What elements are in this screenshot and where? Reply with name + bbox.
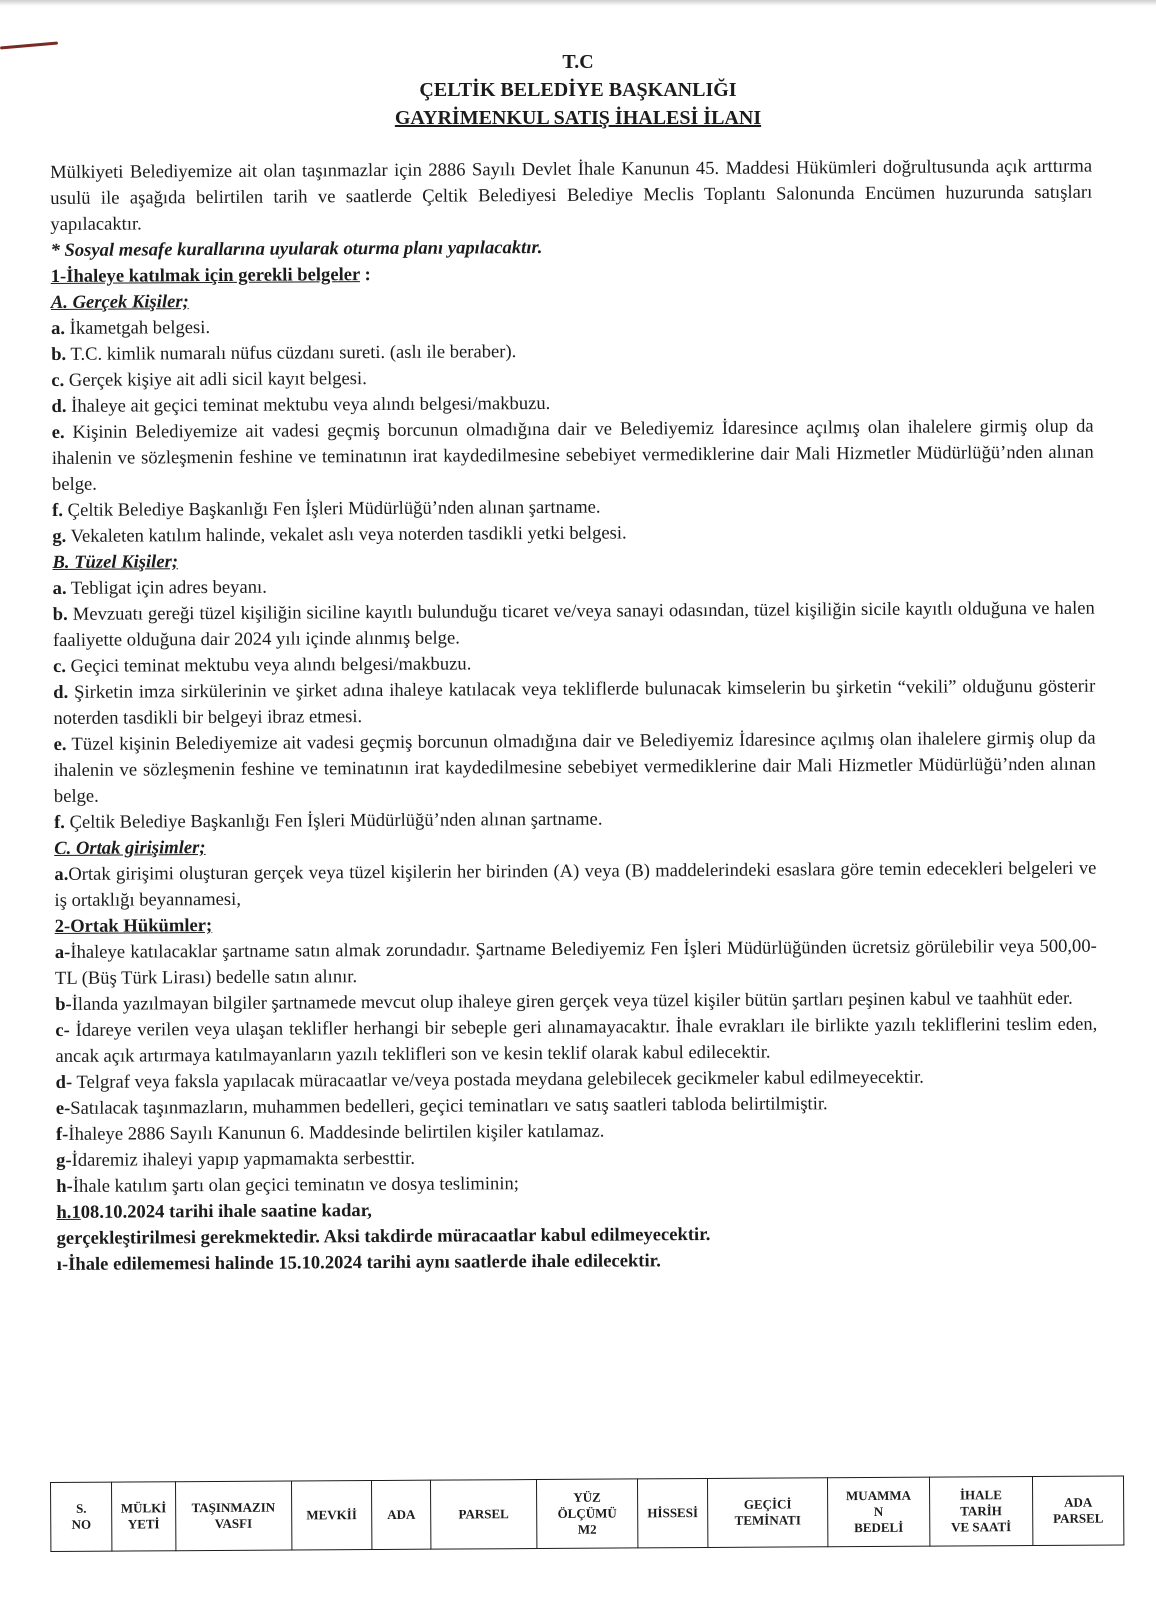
col-header-estimated-value: MUAMMA N BEDELİ [828, 1477, 930, 1547]
item-text: Mevzuatı gereği tüzel kişiliğin siciline kayıtlı bulunduğu ticaret ve/veya sanayi odasından, tüzel kişiliğin sicile kayıtlı olduğuna ve halen faaliyette olduğuna dair 2024 yılı içinde alınmış belge. [52, 597, 1095, 651]
item-label: e. [51, 421, 65, 443]
social-distance-note: * Sosyal mesafe kurallarına uyularak oturma planı yapılacaktır. [50, 236, 543, 261]
col-header-parcel: PARSEL [431, 1480, 537, 1550]
item-label: a. [54, 863, 69, 885]
group-a-item [52, 414, 1094, 498]
item-text: İdareye verilen veya ulaşan teklifler herhangi bir sebeple geri alınamayacaktır. İhale evrakları ile birlikte yazılı tekliflerini teslim eden, ancak açık artırmaya katılmayanların yazılı teklifleri son ve kesin teklif olarak kabul edilecektir. [55, 1013, 1098, 1067]
document-body [50, 154, 1099, 1278]
section2-item [55, 934, 1097, 992]
item-label: g. [52, 525, 67, 547]
item-text: İdaremiz ihaleyi yapıp yapmamakta serbesttir. [71, 1147, 416, 1171]
item-label: e. [53, 733, 67, 755]
item-text: Gerçek kişiye ait adli sicil kayıt belgesi. [64, 368, 367, 391]
item-text: Geçici teminat mektubu veya alındı belgesi/makbuzu. [65, 653, 472, 677]
col-header-deposit: GEÇİCİ TEMİNATI [707, 1478, 828, 1548]
item-label: c. [51, 369, 65, 391]
item-label: e- [55, 1097, 71, 1119]
item-text: Çeltik Belediye Başkanlığı Fen İşleri Müdürlüğü’nden alınan şartname. [62, 496, 601, 521]
intro-paragraph: Mülkiyeti Belediyemize ait olan taşınmazlar için 2886 Sayılı Devlet İhale Kanunun 45. Maddesi Hükümleri doğrultusunda açık arttırma usulü ile aşağıda belirtilen tarih ve saatlerde Çeltik Belediyesi Belediye Meclis Toplantı Salonunda Encümen huzurunda satışları yapılacaktır. [50, 155, 1093, 235]
section2-title: 2-Ortak Hükümler; [54, 915, 213, 937]
item-text: İhaleye katılacaklar şartname satın almak zorundadır. Şartname Belediyemiz Fen İşleri Müdürlüğünden ücretsiz görülebilir veya 500,00-TL (Büş Türk Lirası) bedelle satın alınır. [54, 935, 1097, 989]
section1-title: 1-İhaleye katılmak için gerekli belgeler [50, 264, 360, 287]
item-text: Satılacak taşınmazların, muhammen bedelleri, geçici teminatları ve satış saatleri tabloda belirtilmiştir. [70, 1093, 828, 1119]
col-header-property-type: TAŞINMAZIN VASFI [175, 1481, 292, 1551]
item-label: c- [55, 1019, 70, 1041]
deadline-prefix: h.1 [56, 1201, 81, 1223]
item-text: T.C. kimlik numaralı nüfus cüzdanı sureti. (aslı ile beraber). [66, 341, 517, 365]
item-label: h- [56, 1175, 73, 1197]
item-text: Kişinin Belediyemize ait vadesi geçmiş borcunun olmadığına dair ve Belediyemiz İdaresince açılmış olan ihalelere girmiş olup da ihalenin ve sözleşmenin feshine ve teminatının irat kaydedilmesine sebebiyet vermediklerine dair Mali Hizmetler Müdürlüğü’nden alınan belge. [51, 415, 1094, 495]
header-tc: T.C [562, 51, 594, 73]
col-header-location: MEVKİİ [291, 1481, 372, 1550]
item-label: a- [54, 941, 71, 963]
section2-item [55, 1012, 1097, 1070]
item-text: Tebligat için adres beyanı. [66, 576, 267, 599]
col-header-block-parcel: ADA PARSEL [1033, 1476, 1124, 1546]
group-b-item [53, 674, 1095, 732]
retender-line: ı-İhale edilememesi halinde 15.10.2024 tarihi aynı saatlerde ihale edilecektir. [56, 1250, 661, 1275]
item-text: İlanda yazılmayan bilgiler şartnamede mevcut olup ihaleye giren gerçek veya tüzel kişiler bütün şartları peşinen kabul ve taahhüt eder. [71, 987, 1073, 1015]
item-label: d- [55, 1071, 73, 1093]
group-c-title: C. Ortak girişimler; [54, 837, 206, 859]
col-header-area: YÜZ ÖLÇÜMÜ M2 [536, 1479, 638, 1549]
item-text: İkametgah belgesi. [64, 317, 211, 339]
col-header-sno: S. NO [51, 1482, 113, 1551]
col-header-share: HİSSESİ [638, 1478, 708, 1547]
item-text: Telgraf veya faksla yapılacak müracaatlar ve/veya postada meydana gelebilecek gecikmeler kabul edilmeyecektir. [72, 1066, 924, 1093]
item-label: d. [53, 681, 69, 703]
item-text: Tüzel kişinin Belediyemize ait vadesi geçmiş borcunun olmadığına dair ve Belediyemiz İdaresince açılmış olan ihalelere girmiş olup da ihalenin ve sözleşmenin feshine ve teminatının irat kaydedilmesine sebebiyet vermediklerine dair Mali Hizmetler Müdürlüğü’nden alınan belge. [53, 727, 1096, 807]
col-header-ownership: MÜLKİ YETİ [112, 1482, 176, 1551]
item-label: g- [56, 1149, 72, 1171]
item-label: f- [55, 1123, 69, 1145]
item-label: c. [53, 655, 67, 677]
col-header-tender-date: İHALE TARİH VE SAATİ [929, 1476, 1033, 1546]
group-c-item [54, 856, 1096, 914]
item-text: Ortak girişimi oluşturan gerçek veya tüzel kişilerin her birinden (A) veya (B) maddelerindeki esaslara göre temin edecekleri belgeleri ve iş ortaklığı beyannamesi, [54, 857, 1097, 911]
table-header-row [51, 1476, 1124, 1552]
col-header-block: ADA [372, 1480, 432, 1549]
item-label: f. [53, 811, 65, 833]
item-label: f. [52, 499, 64, 521]
section1-colon: : [359, 264, 371, 286]
requirement-line: gerçekleştirilmesi gerekmektedir. Aksi takdirde müracaatlar kabul edilmeyecektir. [56, 1223, 711, 1249]
item-label: b. [51, 343, 67, 365]
group-a-title: A. Gerçek Kişiler; [50, 291, 189, 313]
group-b-title: B. Tüzel Kişiler; [52, 551, 179, 573]
item-text: Çeltik Belediye Başkanlığı Fen İşleri Müdürlüğü’nden alınan şartname. [64, 808, 603, 833]
item-text: İhaleye 2886 Sayılı Kanunun 6. Maddesinde belirtilen kişiler katılamaz. [68, 1120, 605, 1145]
item-label: d. [51, 395, 67, 417]
header-title: GAYRİMENKUL SATIŞ İHALESİ İLANI [394, 107, 762, 129]
property-table [50, 1475, 1124, 1552]
item-text: İhale katılım şartı olan geçici teminatın ve dosya tesliminin; [72, 1173, 520, 1197]
item-label: b. [52, 603, 68, 625]
item-text: İhaleye ait geçici teminat mektubu veya alındı belgesi/makbuzu. [66, 392, 551, 417]
item-label: a. [52, 577, 67, 599]
group-b-item [53, 726, 1095, 810]
item-text: Vekaleten katılım halinde, vekalet aslı veya noterden tasdikli yetki belgesi. [66, 522, 627, 547]
item-label: b- [55, 993, 72, 1015]
group-b-item [53, 596, 1095, 654]
document-header [0, 48, 1156, 132]
item-text: Şirketin imza sirkülerinin ve şirket adına ihaleye katılacak veya tekliflerde bulunacak kimselerin bu şirketin “vekili” olduğunu gösterir noterden tasdikli bir belgeyi ibraz etmesi. [53, 675, 1096, 729]
scan-edge [0, 0, 1156, 6]
item-label: a. [50, 317, 66, 339]
header-institution: ÇELTİK BELEDİYE BAŞKANLIĞI [419, 79, 737, 101]
deadline-text: 08.10.2024 tarihi ihale saatine kadar, [80, 1200, 372, 1223]
